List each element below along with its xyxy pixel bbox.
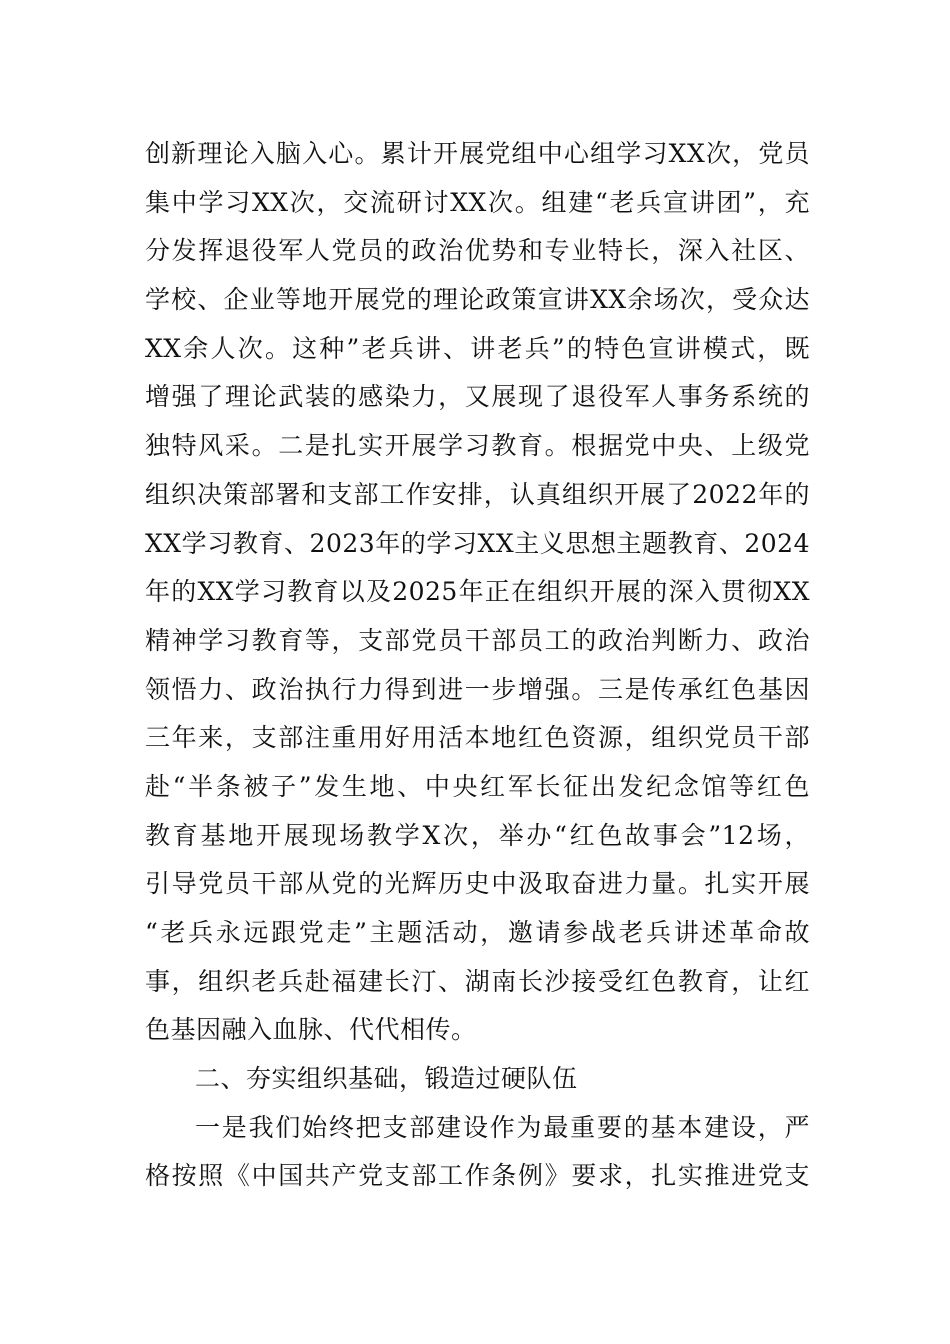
body-line: 三年来，支部注重用好用活本地红色资源，组织党员干部 [145,723,810,753]
body-line: 分发挥退役军人党员的政治优势和专业特长，深入社区、 [145,236,810,266]
body-line: 事，组织老兵赴福建长汀、湖南长沙接受红色教育，让红 [145,966,810,996]
document-body [145,130,810,1201]
body-line: 格按照《中国共产党支部工作条例》要求，扎实推进党支 [145,1161,810,1191]
body-line: 学校、企业等地开展党的理论政策宣讲XX余场次，受众达 [145,285,810,315]
body-line: 色基因融入血脉、代代相传。 [145,1015,477,1045]
paragraph-first-line: 一是我们始终把支部建设作为最重要的基本建设，严 [195,1112,810,1142]
body-line: XX学习教育、2023年的学习XX主义思想主题教育、2024 [145,528,810,558]
body-line: 领悟力、政治执行力得到进一步增强。三是传承红色基因 [145,674,810,704]
section-heading: 二、夯实组织基础，锻造过硬队伍 [195,1064,578,1094]
body-line: 年的XX学习教育以及2025年正在组织开展的深入贯彻XX [145,577,810,607]
body-line: 集中学习XX次，交流研讨XX次。组建“老兵宣讲团”，充 [145,187,810,217]
body-line: 引导党员干部从党的光辉历史中汲取奋进力量。扎实开展 [145,869,810,899]
body-line: 组织决策部署和支部工作安排，认真组织开展了2022年的 [145,479,810,509]
body-line: 增强了理论武装的感染力，又展现了退役军人事务系统的 [145,382,810,412]
body-line: XX余人次。这种”老兵讲、讲老兵”的特色宣讲模式，既 [145,333,810,363]
body-line: 精神学习教育等，支部党员干部员工的政治判断力、政治 [145,625,810,655]
body-line: 独特风采。二是扎实开展学习教育。根据党中央、上级党 [145,431,810,461]
body-line: 赴“半条被子”发生地、中央红军长征出发纪念馆等红色 [145,771,810,801]
body-line: 创新理论入脑入心。累计开展党组中心组学习XX次，党员 [145,139,810,168]
body-line: 教育基地开展现场教学X次，举办“红色故事会”12场， [145,820,810,850]
body-line: “老兵永远跟党走”主题活动，邀请参战老兵讲述革命故 [145,918,810,947]
